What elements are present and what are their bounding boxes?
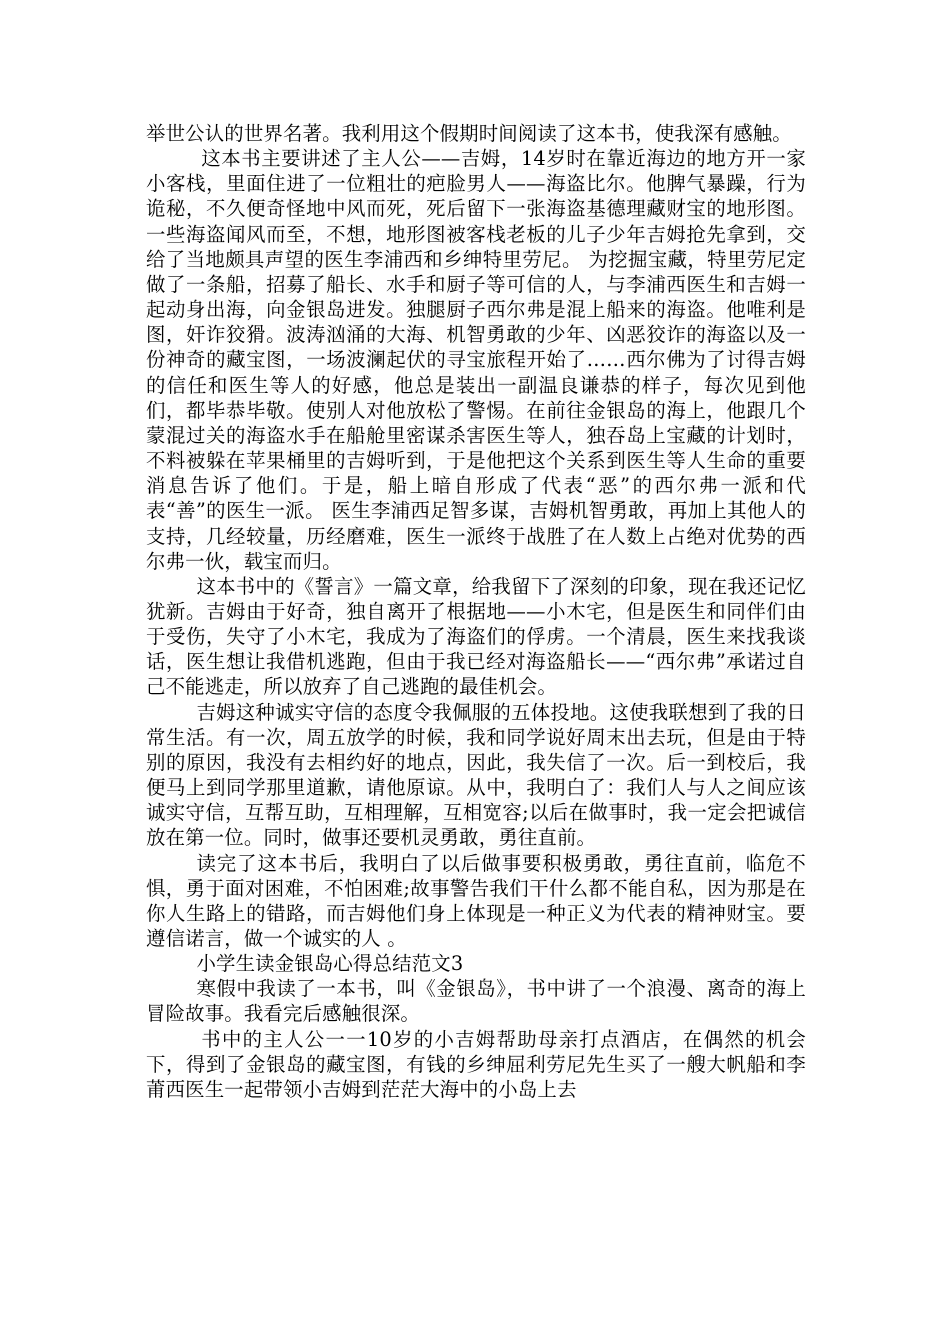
paragraph-oath-chapter: 这本书中的《誓言》一篇文章，给我留下了深刻的印象，现在我还记忆犹新。吉姆由于好奇，独自离开了根据地——小木宅，但是医生和同伴们由于受伤，失守了小木宅，我成为了海盗们的俘虏。一个清晨，医生来找我谈话，医生想让我借机逃跑，但由于我已经对海盗船长——“西尔弗”承诺过自己不能逃走，所以放弃了自己逃跑的最佳机会。 (146, 574, 806, 699)
paragraph-protagonist-intro: 书中的主人公一一10岁的小吉姆帮助母亲打点酒店，在偶然的机会下，得到了金银岛的藏宝图，有钱的乡绅屈利劳尼先生买了一艘大帆船和李莆西医生一起带领小吉姆到茫茫大海中的小岛上去 (146, 1027, 806, 1101)
paragraph-honesty-reflection: 吉姆这种诚实守信的态度令我佩服的五体投地。这使我联想到了我的日常生活。有一次，周五放学的时候，我和同学说好周末出去玩，但是由于特别的原因，我没有去相约好的地点，因此，我失信了一次。后一到校后，我便马上到同学那里道歉，请他原谅。从中，我明白了：我们人与人之间应该诚实守信，互帮互助，互相理解，互相宽容;以后在做事时，我一定会把诚信放在第一位。同时，做事还要机灵勇敢，勇往直前。 (146, 700, 806, 850)
document-page (146, 121, 806, 1102)
paragraph-conclusion: 读完了这本书后，我明白了以后做事要积极勇敢，勇往直前，临危不惧，勇于面对困难，不怕困难;故事警告我们干什么都不能自私，因为那是在你人生路上的错路，而吉姆他们身上体现是一种正义为代表的精神财宝。要遵信诺言，做一个诚实的人 。 (146, 851, 806, 950)
paragraph-plot-summary: 这本书主要讲述了主人公——吉姆，14岁时在靠近海边的地方开一家小客栈，里面住进了一位粗壮的疤脸男人——海盗比尔。他脾气暴躁，行为诡秘，不久便奇怪地中风而死，死后留下一张海盗基德理藏财宝的地形图。一些海盗闻风而至，不想，地形图被客栈老板的儿子少年吉姆抢先拿到，交给了当地颇具声望的医生李浦西和乡绅特里劳尼。 为挖掘宝藏，特里劳尼定做了一条船，招募了船长、水手和厨子等可信的人，与李浦西医生和吉姆一起动身出海，向金银岛进发。独腿厨子西尔弗是混上船来的海盗。他唯利是图，奸诈狡猾。波涛汹涌的大海、机智勇敢的少年、凶恶狡诈的海盗以及一份神奇的藏宝图，一场波澜起伏的寻宝旅程开始了……西尔佛为了讨得吉姆的信任和医生等人的好感，他总是装出一副温良谦恭的样子，每次见到他们，都毕恭毕敬。使别人对他放松了警惕。在前往金银岛的海上，他跟几个蒙混过关的海盗水手在船舱里密谋杀害医生等人，独吞岛上宝藏的计划时，不料被躲在苹果桶里的吉姆听到，于是他把这个关系到医生等人生命的重要消息告诉了他们。于是，船上暗自形成了代表“恶”的西尔弗一派和代表“善”的医生一派。 医生李浦西足智多谋，吉姆机智勇敢，再加上其他人的支持，几经较量，历经磨难，医生一派终于战胜了在人数上占绝对优势的西尔弗一伙，载宝而归。 (146, 147, 806, 573)
paragraph-intro-tail: 举世公认的世界名著。我利用这个假期时间阅读了这本书，使我深有感触。 (146, 122, 792, 145)
paragraph-winter-reading: 寒假中我读了一本书，叫《金银岛》，书中讲了一个浪漫、离奇的海上冒险故事。我看完后感触很深。 (146, 977, 806, 1026)
section-heading-sample-3: 小学生读金银岛心得总结范文3 (196, 952, 464, 976)
